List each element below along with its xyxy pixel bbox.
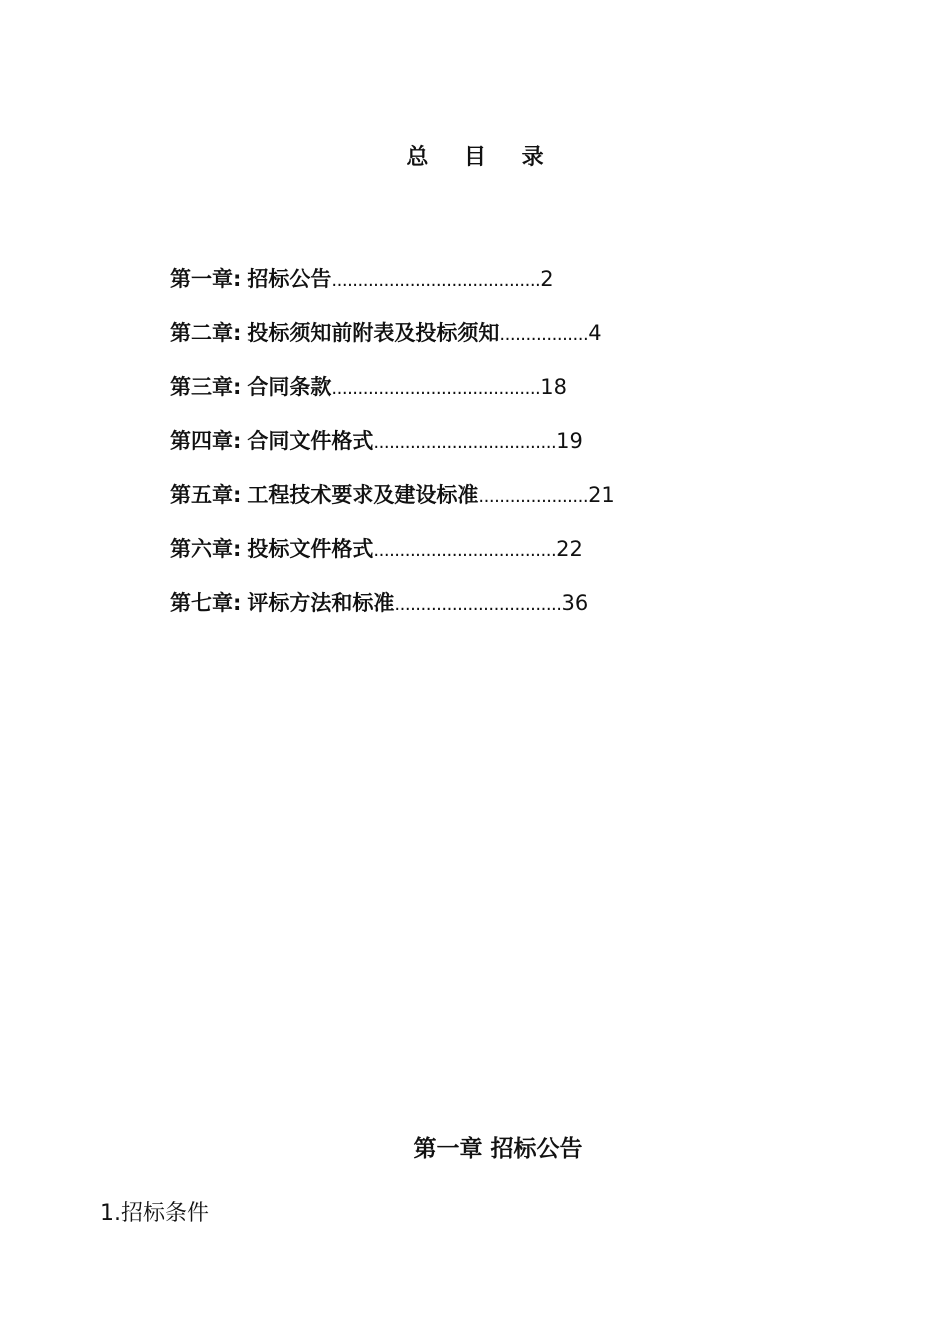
toc-leader-dots: ..................... xyxy=(478,486,589,507)
toc-leader-dots: ................................ xyxy=(394,594,562,615)
toc-colon: : xyxy=(233,537,242,561)
toc-entry[interactable] xyxy=(170,424,615,478)
toc-page-number: 2 xyxy=(540,267,554,291)
toc-chapter-name: 投标文件格式 xyxy=(247,537,374,561)
toc-page-number: 21 xyxy=(588,483,615,507)
toc-chapter-number: 第二章 xyxy=(170,321,233,345)
toc-leader-dots: ................................... xyxy=(373,540,557,561)
toc-leader-dots: ........................................ xyxy=(331,270,541,291)
toc-page-number: 36 xyxy=(561,591,589,615)
toc-chapter-name: 评标方法和标准 xyxy=(247,591,395,615)
toc-chapter-name: 合同条款 xyxy=(247,375,332,399)
toc-entry[interactable] xyxy=(170,478,615,532)
toc-colon: : xyxy=(233,267,242,291)
toc-page-number: 18 xyxy=(540,375,568,399)
toc-entry[interactable] xyxy=(170,370,615,424)
toc-leader-dots: ........................................ xyxy=(331,378,541,399)
toc-colon: : xyxy=(233,429,242,453)
toc-entry[interactable] xyxy=(170,586,615,640)
toc-chapter-number: 第七章 xyxy=(170,591,233,615)
chapter-heading: 第一章 招标公告 xyxy=(413,1136,583,1162)
toc-chapter-name: 投标须知前附表及投标须知 xyxy=(247,321,500,345)
toc-page-number: 19 xyxy=(556,429,583,453)
toc-leader-dots: ................. xyxy=(499,324,589,345)
toc-colon: : xyxy=(233,591,242,615)
toc-page-number: 4 xyxy=(588,321,602,345)
toc-chapter-name: 工程技术要求及建设标准 xyxy=(247,483,479,507)
toc-chapter-number: 第三章 xyxy=(170,375,233,399)
toc-chapter-number: 第六章 xyxy=(170,537,233,561)
toc-title: 总 目 录 xyxy=(406,145,558,170)
toc-chapter-name: 招标公告 xyxy=(247,267,332,291)
toc-chapter-number: 第一章 xyxy=(170,267,233,291)
toc-leader-dots: ................................... xyxy=(373,432,557,453)
toc-entry[interactable] xyxy=(170,316,615,370)
toc-entry[interactable] xyxy=(170,262,615,316)
section-heading: 1.招标条件 xyxy=(100,1201,209,1226)
toc-entry[interactable] xyxy=(170,532,615,586)
toc-chapter-name: 合同文件格式 xyxy=(247,429,374,453)
toc-colon: : xyxy=(233,483,242,507)
toc-list xyxy=(170,262,615,640)
toc-page-number: 22 xyxy=(556,537,583,561)
toc-chapter-number: 第四章 xyxy=(170,429,233,453)
toc-colon: : xyxy=(233,375,242,399)
toc-colon: : xyxy=(233,321,242,345)
toc-chapter-number: 第五章 xyxy=(170,483,233,507)
